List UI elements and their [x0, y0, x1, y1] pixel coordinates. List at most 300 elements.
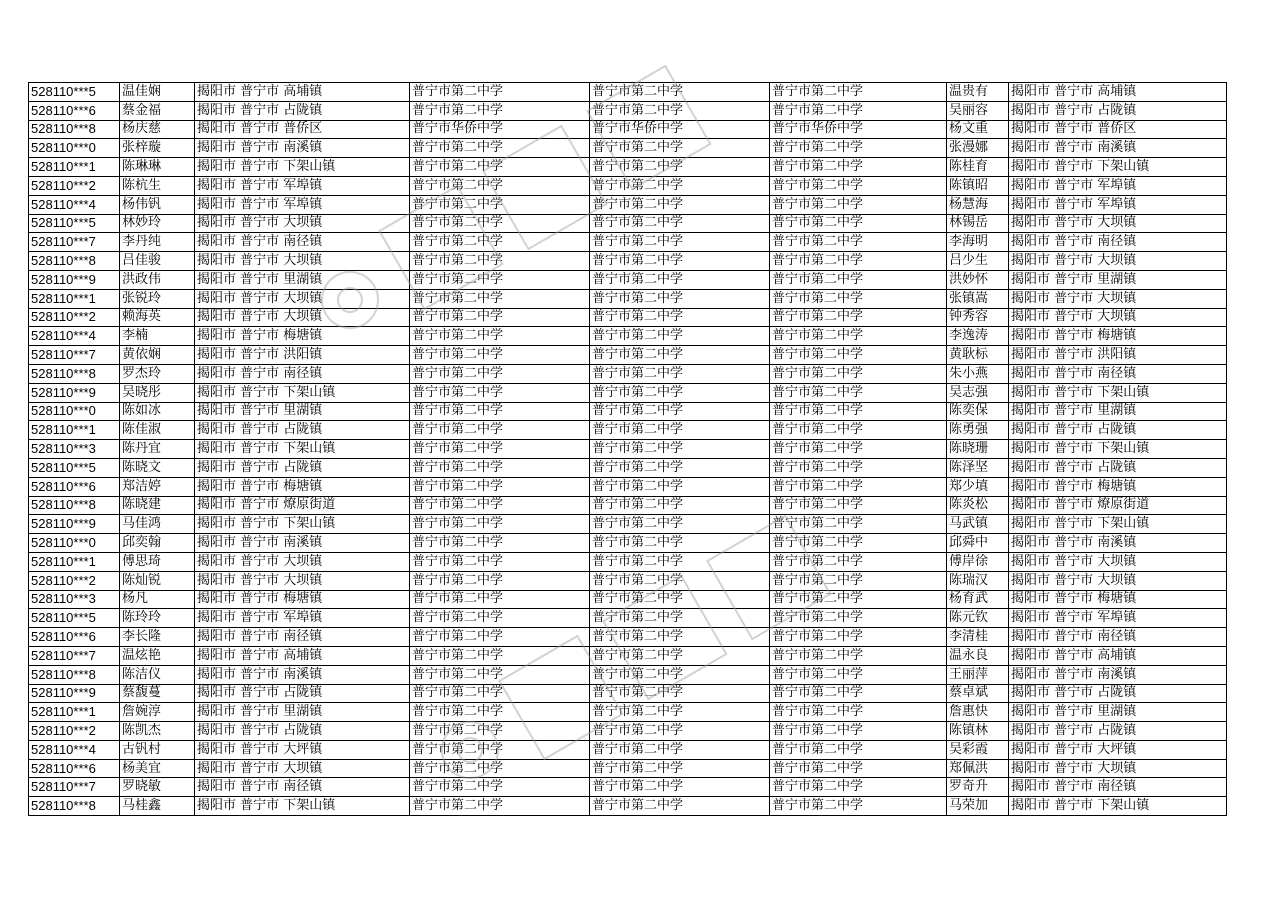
table-cell: 温佳娴	[120, 83, 195, 102]
table-cell: 普宁市第二中学	[410, 289, 590, 308]
table-cell: 普宁市第二中学	[410, 759, 590, 778]
table-cell: 普宁市第二中学	[410, 402, 590, 421]
table-cell: 揭阳市 普宁市 占陇镇	[195, 684, 410, 703]
table-cell: 揭阳市 普宁市 南径镇	[1009, 778, 1227, 797]
table-cell: 普宁市第二中学	[410, 383, 590, 402]
table-cell: 詹婉淳	[120, 703, 195, 722]
table-cell: 普宁市第二中学	[590, 289, 770, 308]
table-cell: 陈琳琳	[120, 158, 195, 177]
table-cell: 揭阳市 普宁市 大坝镇	[1009, 289, 1227, 308]
table-cell: 普宁市第二中学	[590, 195, 770, 214]
table-cell: 揭阳市 普宁市 里湖镇	[1009, 270, 1227, 289]
table-row	[29, 364, 1227, 383]
table-row	[29, 158, 1227, 177]
table-row	[29, 571, 1227, 590]
table-cell: 普宁市第二中学	[410, 665, 590, 684]
table-row	[29, 552, 1227, 571]
table-cell: 普宁市第二中学	[770, 477, 947, 496]
table-cell: 揭阳市 普宁市 南径镇	[195, 364, 410, 383]
table-row	[29, 496, 1227, 515]
table-cell: 普宁市第二中学	[770, 289, 947, 308]
table-cell: 普宁市第二中学	[410, 571, 590, 590]
table-cell: 揭阳市 普宁市 占陇镇	[1009, 722, 1227, 741]
table-cell: 普宁市第二中学	[770, 252, 947, 271]
table-cell: 揭阳市 普宁市 大坪镇	[1009, 740, 1227, 759]
table-cell: 陈炎松	[947, 496, 1009, 515]
table-cell: 普宁市华侨中学	[770, 120, 947, 139]
table-cell: 528110***1	[29, 552, 120, 571]
table-row	[29, 421, 1227, 440]
table-cell: 普宁市第二中学	[770, 684, 947, 703]
table-cell: 王丽萍	[947, 665, 1009, 684]
table-cell: 揭阳市 普宁市 军埠镇	[195, 609, 410, 628]
table-row	[29, 477, 1227, 496]
table-cell: 普宁市第二中学	[590, 101, 770, 120]
table-row	[29, 703, 1227, 722]
table-cell: 528110***1	[29, 289, 120, 308]
table-cell: 罗晓敏	[120, 778, 195, 797]
table-cell: 528110***5	[29, 458, 120, 477]
table-cell: 普宁市第二中学	[590, 722, 770, 741]
table-cell: 陈洁仪	[120, 665, 195, 684]
table-cell: 马桂鑫	[120, 797, 195, 816]
table-cell: 罗杰玲	[120, 364, 195, 383]
table-cell: 普宁市第二中学	[410, 778, 590, 797]
table-cell: 温贵有	[947, 83, 1009, 102]
table-cell: 普宁市第二中学	[590, 252, 770, 271]
table-cell: 普宁市第二中学	[590, 364, 770, 383]
table-cell: 揭阳市 普宁市 下架山镇	[1009, 158, 1227, 177]
table-cell: 陈杭生	[120, 176, 195, 195]
table-cell: 普宁市第二中学	[590, 458, 770, 477]
table-cell: 普宁市第二中学	[770, 139, 947, 158]
table-cell: 普宁市第二中学	[590, 778, 770, 797]
table-cell: 普宁市第二中学	[590, 552, 770, 571]
table-cell: 普宁市第二中学	[770, 722, 947, 741]
table-cell: 普宁市第二中学	[410, 214, 590, 233]
table-cell: 揭阳市 普宁市 梅塘镇	[1009, 327, 1227, 346]
table-cell: 陈晓文	[120, 458, 195, 477]
table-cell: 普宁市第二中学	[590, 628, 770, 647]
table-cell: 杨育武	[947, 590, 1009, 609]
table-cell: 揭阳市 普宁市 大坪镇	[195, 740, 410, 759]
table-row	[29, 214, 1227, 233]
table-cell: 揭阳市 普宁市 占陇镇	[1009, 458, 1227, 477]
table-cell: 揭阳市 普宁市 里湖镇	[1009, 402, 1227, 421]
table-row	[29, 722, 1227, 741]
table-cell: 普宁市第二中学	[590, 759, 770, 778]
table-cell: 张漫娜	[947, 139, 1009, 158]
table-row	[29, 515, 1227, 534]
table-cell: 揭阳市 普宁市 占陇镇	[195, 722, 410, 741]
data-table	[28, 82, 1227, 816]
table-cell: 揭阳市 普宁市 梅塘镇	[195, 590, 410, 609]
table-cell: 普宁市第二中学	[770, 83, 947, 102]
table-cell: 陈玲玲	[120, 609, 195, 628]
table-cell: 黄依娴	[120, 346, 195, 365]
table-cell: 陈奕保	[947, 402, 1009, 421]
table-cell: 揭阳市 普宁市 南径镇	[1009, 364, 1227, 383]
table-cell: 普宁市第二中学	[590, 740, 770, 759]
table-cell: 普宁市第二中学	[770, 778, 947, 797]
table-cell: 揭阳市 普宁市 占陇镇	[1009, 101, 1227, 120]
table-cell: 温炫艳	[120, 646, 195, 665]
table-cell: 528110***6	[29, 759, 120, 778]
table-cell: 528110***8	[29, 496, 120, 515]
table-cell: 陈凯杰	[120, 722, 195, 741]
table-cell: 普宁市第二中学	[410, 364, 590, 383]
table-cell: 揭阳市 普宁市 燎原街道	[1009, 496, 1227, 515]
table-row	[29, 308, 1227, 327]
table-cell: 普宁市第二中学	[590, 214, 770, 233]
table-cell: 普宁市第二中学	[410, 83, 590, 102]
table-cell: 528110***1	[29, 421, 120, 440]
table-cell: 李逸涛	[947, 327, 1009, 346]
table-cell: 普宁市第二中学	[410, 158, 590, 177]
table-cell: 揭阳市 普宁市 南溪镇	[195, 139, 410, 158]
table-cell: 揭阳市 普宁市 军埠镇	[195, 195, 410, 214]
table-cell: 普宁市第二中学	[770, 797, 947, 816]
table-cell: 揭阳市 普宁市 里湖镇	[195, 402, 410, 421]
table-cell: 普宁市第二中学	[590, 308, 770, 327]
table-cell: 揭阳市 普宁市 里湖镇	[195, 703, 410, 722]
table-cell: 陈晓珊	[947, 440, 1009, 459]
table-cell: 揭阳市 普宁市 南径镇	[195, 778, 410, 797]
table-cell: 普宁市第二中学	[410, 646, 590, 665]
table-cell: 普宁市第二中学	[590, 571, 770, 590]
table-cell: 郑洁婷	[120, 477, 195, 496]
table-row	[29, 740, 1227, 759]
table-cell: 揭阳市 普宁市 梅塘镇	[1009, 477, 1227, 496]
table-cell: 普宁市第二中学	[770, 628, 947, 647]
table-cell: 普宁市第二中学	[590, 515, 770, 534]
table-cell: 普宁市第二中学	[770, 458, 947, 477]
table-cell: 528110***7	[29, 778, 120, 797]
table-row	[29, 195, 1227, 214]
table-cell: 普宁市第二中学	[770, 515, 947, 534]
table-cell: 揭阳市 普宁市 大坝镇	[1009, 571, 1227, 590]
table-cell: 陈瑞汉	[947, 571, 1009, 590]
table-cell: 杨美宜	[120, 759, 195, 778]
table-cell: 528110***5	[29, 609, 120, 628]
table-cell: 528110***9	[29, 270, 120, 289]
table-cell: 普宁市第二中学	[410, 722, 590, 741]
table-cell: 揭阳市 普宁市 下架山镇	[195, 440, 410, 459]
table-cell: 普宁市第二中学	[770, 421, 947, 440]
table-cell: 洪妙怀	[947, 270, 1009, 289]
table-cell: 钟秀容	[947, 308, 1009, 327]
table-cell: 528110***0	[29, 139, 120, 158]
table-cell: 杨庆慈	[120, 120, 195, 139]
table-cell: 揭阳市 普宁市 高埔镇	[195, 83, 410, 102]
table-cell: 林妙玲	[120, 214, 195, 233]
table-cell: 揭阳市 普宁市 大坝镇	[1009, 308, 1227, 327]
table-row	[29, 270, 1227, 289]
table-cell: 詹惠快	[947, 703, 1009, 722]
table-cell: 普宁市第二中学	[590, 270, 770, 289]
table-cell: 普宁市第二中学	[590, 703, 770, 722]
table-cell: 陈桂育	[947, 158, 1009, 177]
table-cell: 揭阳市 普宁市 大坝镇	[195, 252, 410, 271]
table-cell: 普宁市第二中学	[590, 534, 770, 553]
table-cell: 普宁市华侨中学	[410, 120, 590, 139]
table-cell: 普宁市第二中学	[770, 233, 947, 252]
table-cell: 揭阳市 普宁市 下架山镇	[195, 383, 410, 402]
table-cell: 普宁市第二中学	[590, 83, 770, 102]
table-cell: 普宁市第二中学	[590, 496, 770, 515]
table-cell: 揭阳市 普宁市 大坝镇	[1009, 759, 1227, 778]
table-cell: 揭阳市 普宁市 大坝镇	[1009, 214, 1227, 233]
table-cell: 528110***8	[29, 797, 120, 816]
table-cell: 陈如冰	[120, 402, 195, 421]
table-cell: 李丹纯	[120, 233, 195, 252]
table-cell: 杨伟钒	[120, 195, 195, 214]
table-cell: 张锐玲	[120, 289, 195, 308]
table-cell: 吴彩霞	[947, 740, 1009, 759]
table-cell: 528110***3	[29, 440, 120, 459]
table-cell: 普宁市第二中学	[410, 176, 590, 195]
table-cell: 揭阳市 普宁市 里湖镇	[195, 270, 410, 289]
table-cell: 普宁市第二中学	[410, 703, 590, 722]
table-cell: 528110***2	[29, 722, 120, 741]
table-cell: 普宁市第二中学	[770, 195, 947, 214]
table-cell: 普宁市第二中学	[770, 665, 947, 684]
table-cell: 揭阳市 普宁市 高埔镇	[1009, 83, 1227, 102]
table-cell: 普宁市第二中学	[410, 552, 590, 571]
table-row	[29, 289, 1227, 308]
table-cell: 528110***1	[29, 703, 120, 722]
table-cell: 普宁市第二中学	[770, 571, 947, 590]
table-cell: 揭阳市 普宁市 大坝镇	[1009, 552, 1227, 571]
table-cell: 528110***8	[29, 364, 120, 383]
table-cell: 528110***0	[29, 402, 120, 421]
table-row	[29, 176, 1227, 195]
table-row	[29, 383, 1227, 402]
table-cell: 普宁市第二中学	[590, 590, 770, 609]
table-cell: 揭阳市 普宁市 燎原街道	[195, 496, 410, 515]
table-cell: 揭阳市 普宁市 下架山镇	[1009, 440, 1227, 459]
table-row	[29, 252, 1227, 271]
table-cell: 马荣加	[947, 797, 1009, 816]
table-cell: 揭阳市 普宁市 占陇镇	[195, 421, 410, 440]
table-row	[29, 646, 1227, 665]
table-cell: 张梓璇	[120, 139, 195, 158]
table-cell: 邱奕翰	[120, 534, 195, 553]
table-cell: 528110***4	[29, 327, 120, 346]
table-cell: 揭阳市 普宁市 南溪镇	[1009, 665, 1227, 684]
table-cell: 朱小燕	[947, 364, 1009, 383]
table-cell: 普宁市第二中学	[770, 176, 947, 195]
table-cell: 揭阳市 普宁市 大坝镇	[195, 571, 410, 590]
table-row	[29, 402, 1227, 421]
table-cell: 张镇嵩	[947, 289, 1009, 308]
table-cell: 揭阳市 普宁市 下架山镇	[195, 158, 410, 177]
table-cell: 普宁市第二中学	[590, 402, 770, 421]
table-cell: 528110***7	[29, 233, 120, 252]
table-cell: 528110***8	[29, 665, 120, 684]
table-cell: 揭阳市 普宁市 大坝镇	[195, 214, 410, 233]
table-row	[29, 609, 1227, 628]
table-cell: 马武镇	[947, 515, 1009, 534]
table-cell: 普宁市第二中学	[410, 101, 590, 120]
table-cell: 普宁市第二中学	[770, 101, 947, 120]
table-cell: 普宁市第二中学	[410, 797, 590, 816]
table-cell: 普宁市第二中学	[770, 364, 947, 383]
table-cell: 揭阳市 普宁市 普侨区	[1009, 120, 1227, 139]
table-cell: 528110***6	[29, 477, 120, 496]
table-cell: 揭阳市 普宁市 大坝镇	[195, 759, 410, 778]
table-cell: 528110***1	[29, 158, 120, 177]
table-cell: 揭阳市 普宁市 南溪镇	[195, 534, 410, 553]
table-cell: 普宁市第二中学	[410, 421, 590, 440]
table-cell: 吴丽容	[947, 101, 1009, 120]
table-cell: 普宁市第二中学	[410, 609, 590, 628]
table-cell: 普宁市第二中学	[410, 440, 590, 459]
table-cell: 普宁市第二中学	[410, 740, 590, 759]
table-cell: 揭阳市 普宁市 高埔镇	[195, 646, 410, 665]
table-cell: 普宁市第二中学	[770, 327, 947, 346]
table-cell: 普宁市第二中学	[410, 346, 590, 365]
table-cell: 杨文重	[947, 120, 1009, 139]
table-cell: 528110***8	[29, 120, 120, 139]
table-cell: 杨慧海	[947, 195, 1009, 214]
table-row	[29, 534, 1227, 553]
table-cell: 揭阳市 普宁市 下架山镇	[1009, 515, 1227, 534]
table-cell: 揭阳市 普宁市 南溪镇	[1009, 139, 1227, 158]
table-cell: 普宁市第二中学	[410, 590, 590, 609]
table-cell: 揭阳市 普宁市 大坝镇	[195, 308, 410, 327]
table-cell: 普宁市第二中学	[590, 609, 770, 628]
table-cell: 普宁市第二中学	[590, 139, 770, 158]
table-row	[29, 233, 1227, 252]
table-cell: 揭阳市 普宁市 南径镇	[195, 628, 410, 647]
table-cell: 李清桂	[947, 628, 1009, 647]
table-cell: 528110***7	[29, 646, 120, 665]
table-cell: 揭阳市 普宁市 占陇镇	[195, 458, 410, 477]
table-cell: 陈勇强	[947, 421, 1009, 440]
table-cell: 普宁市第二中学	[770, 552, 947, 571]
table-cell: 普宁市第二中学	[410, 327, 590, 346]
table-cell: 揭阳市 普宁市 洪阳镇	[1009, 346, 1227, 365]
table-cell: 普宁市第二中学	[770, 346, 947, 365]
table-cell: 528110***9	[29, 684, 120, 703]
table-cell: 揭阳市 普宁市 里湖镇	[1009, 703, 1227, 722]
table-cell: 528110***2	[29, 176, 120, 195]
table-cell: 528110***4	[29, 195, 120, 214]
table-cell: 邱舜中	[947, 534, 1009, 553]
table-cell: 普宁市第二中学	[590, 346, 770, 365]
table-cell: 528110***6	[29, 628, 120, 647]
table-cell: 普宁市第二中学	[410, 477, 590, 496]
table-cell: 普宁市第二中学	[410, 270, 590, 289]
table-cell: 揭阳市 普宁市 占陇镇	[195, 101, 410, 120]
table-cell: 528110***4	[29, 740, 120, 759]
table-cell: 赖海英	[120, 308, 195, 327]
table-cell: 陈晓建	[120, 496, 195, 515]
table-cell: 李海明	[947, 233, 1009, 252]
table-cell: 蔡馥蔓	[120, 684, 195, 703]
table-cell: 揭阳市 普宁市 占陇镇	[1009, 421, 1227, 440]
table-cell: 揭阳市 普宁市 下架山镇	[1009, 383, 1227, 402]
table-cell: 傅岸徐	[947, 552, 1009, 571]
table-row	[29, 120, 1227, 139]
table-cell: 陈泽坚	[947, 458, 1009, 477]
table-cell: 揭阳市 普宁市 南径镇	[1009, 233, 1227, 252]
table-cell: 揭阳市 普宁市 大坝镇	[1009, 252, 1227, 271]
table-cell: 揭阳市 普宁市 梅塘镇	[195, 327, 410, 346]
table-cell: 普宁市第二中学	[770, 402, 947, 421]
table-cell: 陈丹宜	[120, 440, 195, 459]
table-cell: 陈佳淑	[120, 421, 195, 440]
table-row	[29, 440, 1227, 459]
table-cell: 李长隆	[120, 628, 195, 647]
table-cell: 普宁市第二中学	[410, 252, 590, 271]
table-cell: 揭阳市 普宁市 梅塘镇	[1009, 590, 1227, 609]
table-row	[29, 139, 1227, 158]
table-cell: 古钒村	[120, 740, 195, 759]
table-cell: 蔡卓斌	[947, 684, 1009, 703]
table-cell: 揭阳市 普宁市 梅塘镇	[195, 477, 410, 496]
table-cell: 528110***2	[29, 571, 120, 590]
table-row	[29, 684, 1227, 703]
table-row	[29, 346, 1227, 365]
table-row	[29, 628, 1227, 647]
table-cell: 揭阳市 普宁市 占陇镇	[1009, 684, 1227, 703]
table-cell: 528110***6	[29, 101, 120, 120]
table-cell: 普宁市第二中学	[770, 590, 947, 609]
table-cell: 普宁市第二中学	[590, 665, 770, 684]
table-cell: 528110***5	[29, 214, 120, 233]
table-cell: 普宁市第二中学	[590, 421, 770, 440]
table-cell: 528110***0	[29, 534, 120, 553]
table-cell: 普宁市第二中学	[410, 496, 590, 515]
table-cell: 普宁市第二中学	[410, 139, 590, 158]
table-cell: 普宁市第二中学	[410, 458, 590, 477]
table-row	[29, 778, 1227, 797]
table-cell: 郑佩洪	[947, 759, 1009, 778]
table-cell: 528110***7	[29, 346, 120, 365]
table-row	[29, 101, 1227, 120]
table-cell: 普宁市第二中学	[770, 534, 947, 553]
table-cell: 普宁市第二中学	[770, 496, 947, 515]
table-cell: 普宁市第二中学	[590, 440, 770, 459]
table-cell: 揭阳市 普宁市 下架山镇	[195, 515, 410, 534]
table-cell: 普宁市第二中学	[590, 684, 770, 703]
table-cell: 揭阳市 普宁市 军埠镇	[1009, 176, 1227, 195]
table-cell: 郑少填	[947, 477, 1009, 496]
table-cell: 马佳鸿	[120, 515, 195, 534]
table-cell: 洪政伟	[120, 270, 195, 289]
table-cell: 普宁市第二中学	[590, 797, 770, 816]
table-cell: 揭阳市 普宁市 军埠镇	[1009, 195, 1227, 214]
table-cell: 杨凡	[120, 590, 195, 609]
table-cell: 普宁市第二中学	[410, 684, 590, 703]
table-cell: 普宁市第二中学	[590, 158, 770, 177]
table-cell: 普宁市第二中学	[410, 515, 590, 534]
table-cell: 揭阳市 普宁市 南径镇	[195, 233, 410, 252]
table-cell: 普宁市第二中学	[590, 646, 770, 665]
table-cell: 陈镇林	[947, 722, 1009, 741]
table-cell: 吴志强	[947, 383, 1009, 402]
table-cell: 普宁市第二中学	[770, 609, 947, 628]
table-cell: 普宁市第二中学	[410, 534, 590, 553]
table-cell: 林锡岳	[947, 214, 1009, 233]
table-cell: 普宁市第二中学	[770, 646, 947, 665]
table-cell: 普宁市第二中学	[770, 383, 947, 402]
table-cell: 普宁市第二中学	[590, 327, 770, 346]
table-cell: 普宁市第二中学	[770, 214, 947, 233]
table-row	[29, 327, 1227, 346]
